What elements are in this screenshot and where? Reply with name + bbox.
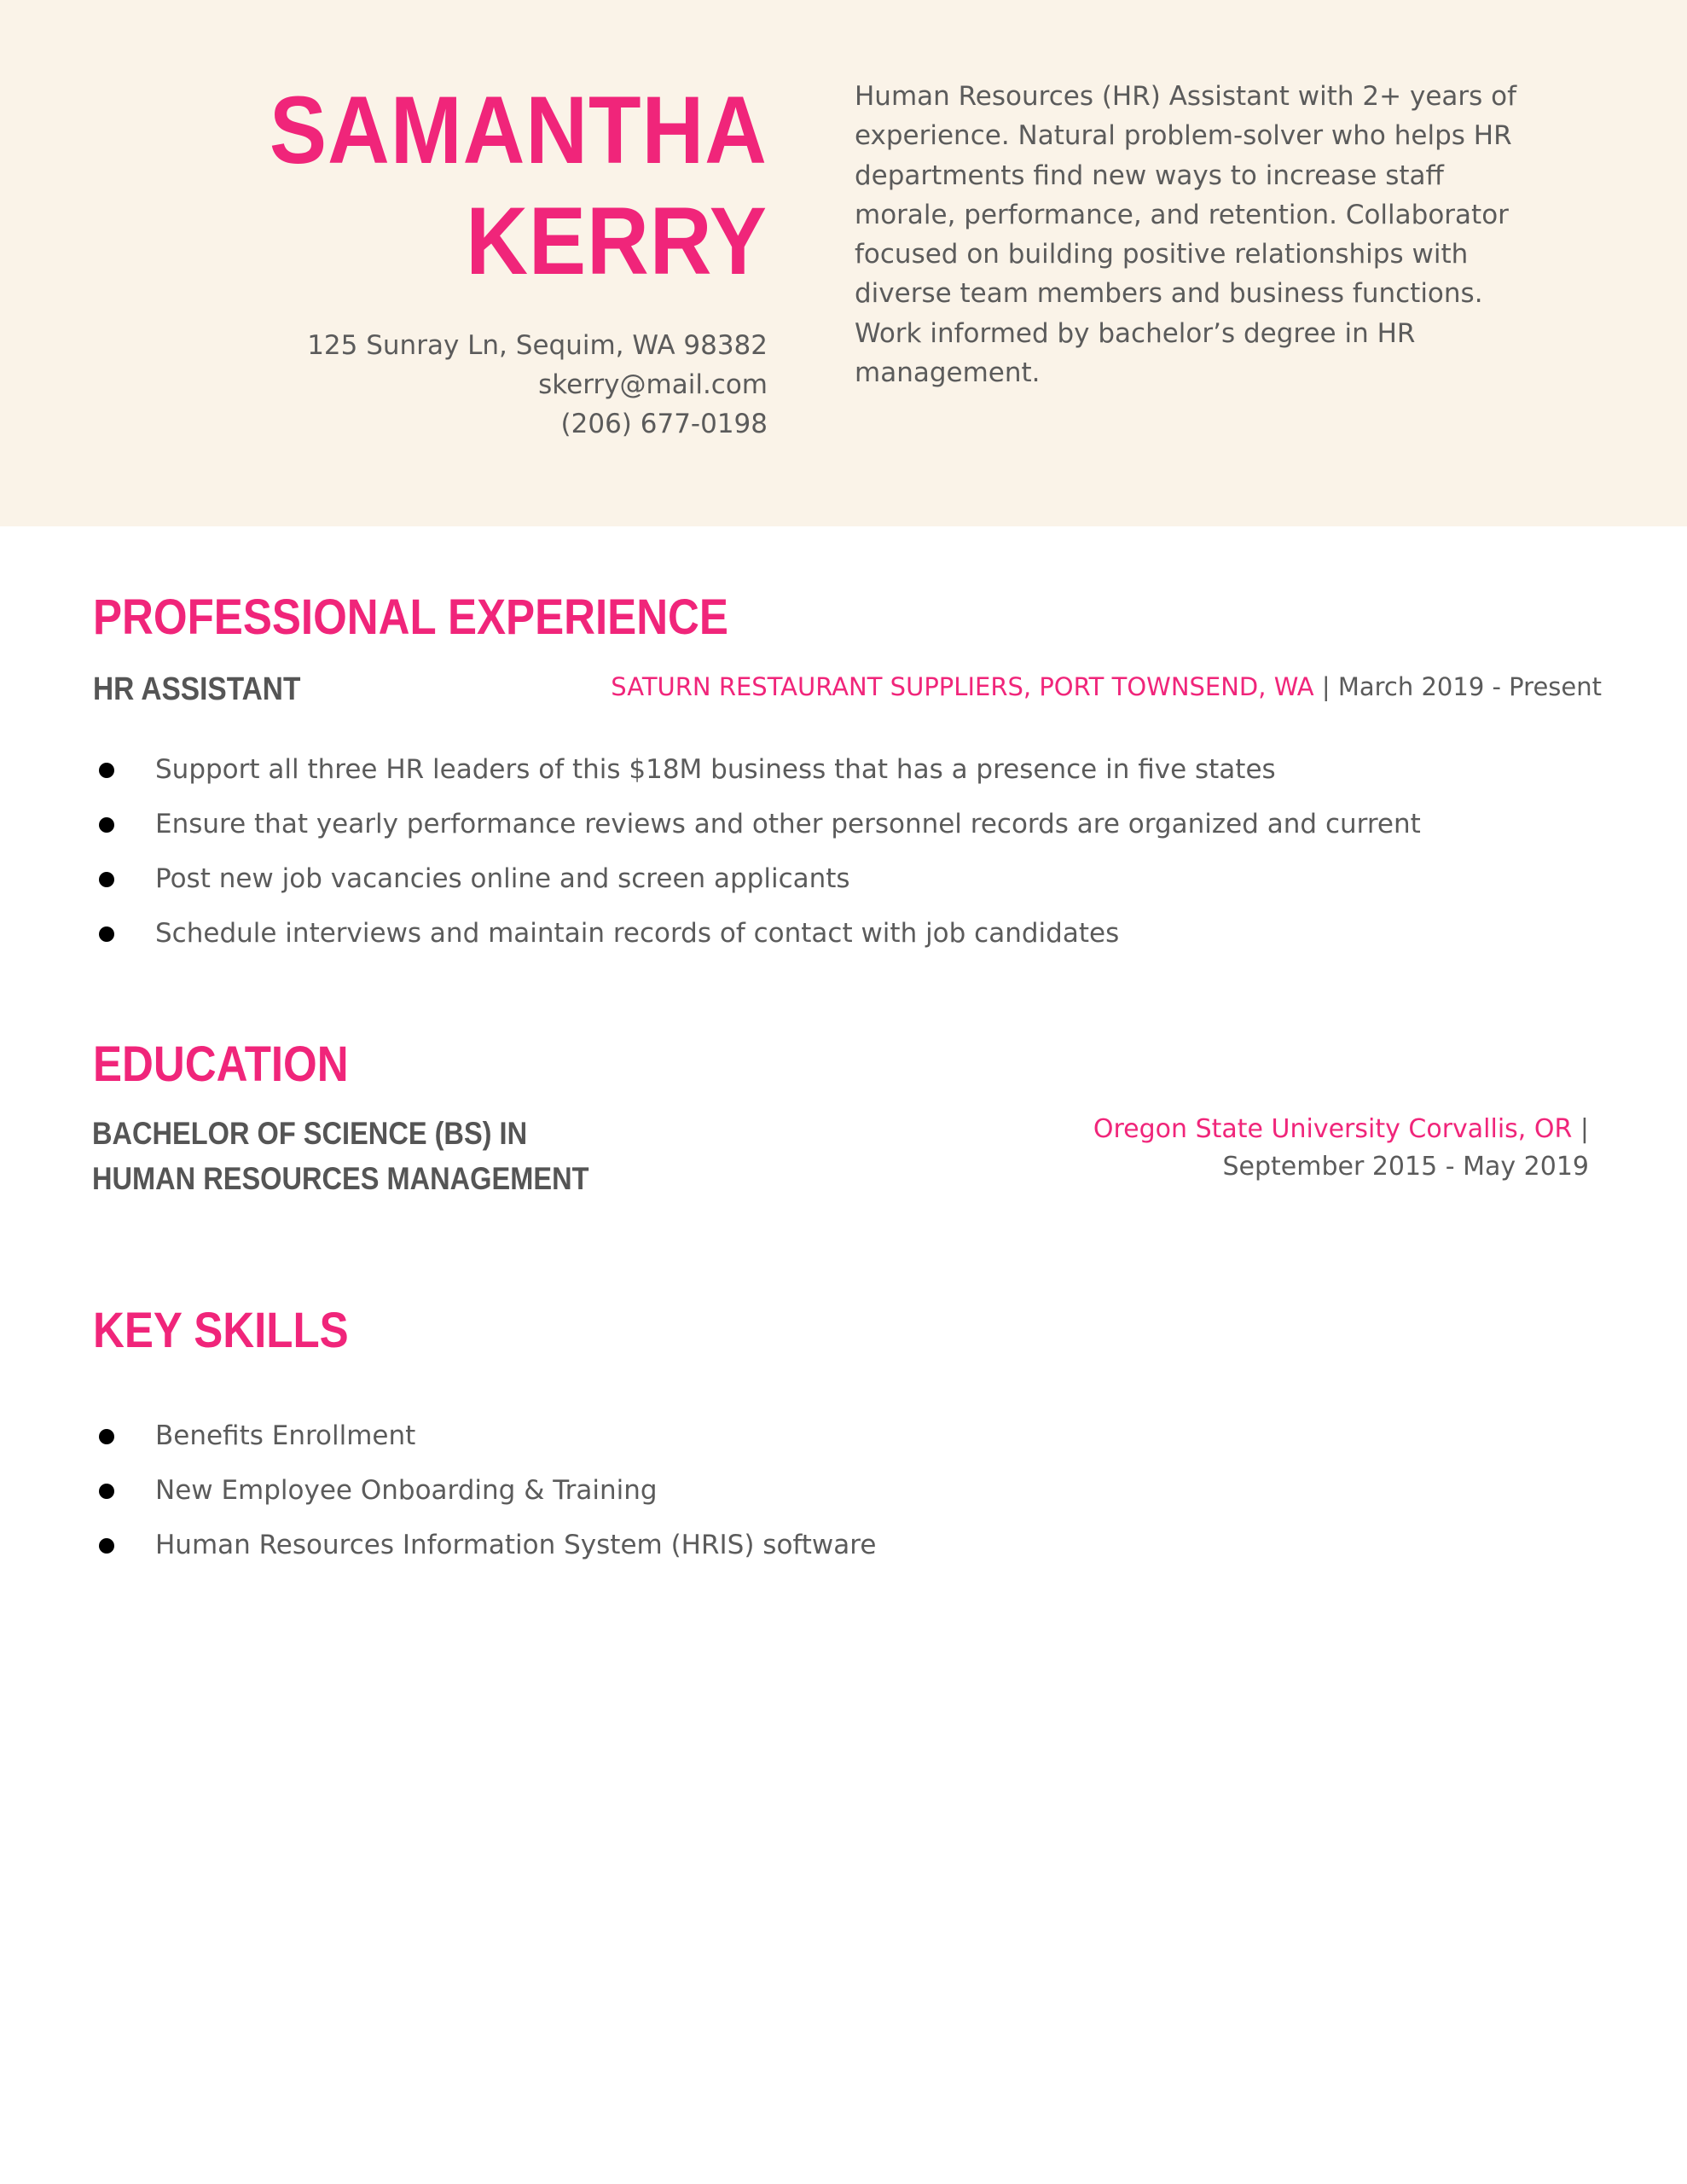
degree (92, 1111, 588, 1201)
education-heading: EDUCATION (93, 1037, 349, 1092)
experience-bullets (93, 742, 1421, 961)
education-dates: September 2015 - May 2019 (1222, 1152, 1589, 1182)
bullet-icon (99, 817, 114, 833)
bullet-icon (99, 1429, 114, 1444)
name-last: KERRY (466, 188, 768, 294)
bullet-icon (99, 872, 114, 887)
skills-heading: KEY SKILLS (93, 1303, 349, 1358)
list-item: Post new job vacancies online and screen applicants (93, 851, 1421, 906)
name-contact-block (214, 75, 768, 444)
bullet-icon (99, 1484, 114, 1499)
skills-list (93, 1409, 876, 1572)
name-first: SAMANTHA (270, 77, 768, 183)
experience-heading: PROFESSIONAL EXPERIENCE (93, 590, 728, 645)
phone: (206) 677-0198 (560, 409, 768, 439)
school-name: Oregon State University Corvallis, OR (1093, 1114, 1573, 1144)
contact-info (214, 326, 768, 444)
address: 125 Sunray Ln, Sequim, WA 98382 (307, 330, 768, 361)
job-meta (611, 667, 1602, 706)
list-item: Support all three HR leaders of this $18M business that has a presence in five states (93, 742, 1421, 797)
degree-line-1: BACHELOR OF SCIENCE (BS) IN (92, 1116, 528, 1151)
company-name: SATURN RESTAURANT SUPPLIERS, PORT TOWNSEND, WA (611, 672, 1314, 701)
header-banner (0, 0, 1687, 526)
job-dates: March 2019 - Present (1337, 672, 1602, 701)
bullet-icon (99, 926, 114, 942)
list-item: Human Resources Information System (HRIS) software (93, 1518, 876, 1572)
job-title: HR ASSISTANT (93, 671, 301, 707)
degree-line-2: HUMAN RESOURCES MANAGEMENT (92, 1161, 589, 1196)
list-item: Ensure that yearly performance reviews and other personnel records are organized and current (93, 797, 1421, 851)
bullet-icon (99, 763, 114, 778)
bullet-icon (99, 1538, 114, 1554)
summary: Human Resources (HR) Assistant with 2+ years of experience. Natural problem-solver who helps HR departments find new ways to increase staff morale, performance, and retention. Collaborator focused on building positive relationships with diverse team members and business functions. Work informed by bachelor’s degree in HR management. (855, 81, 1517, 389)
education-meta (1093, 1111, 1589, 1186)
list-item: Schedule interviews and maintain records of contact with job candidates (93, 906, 1421, 961)
list-item: Benefits Enrollment (93, 1409, 876, 1463)
list-item: New Employee Onboarding & Training (93, 1463, 876, 1518)
education-separator: | (1572, 1114, 1589, 1144)
job-separator: | (1313, 672, 1338, 701)
email: skerry@mail.com (538, 369, 768, 400)
